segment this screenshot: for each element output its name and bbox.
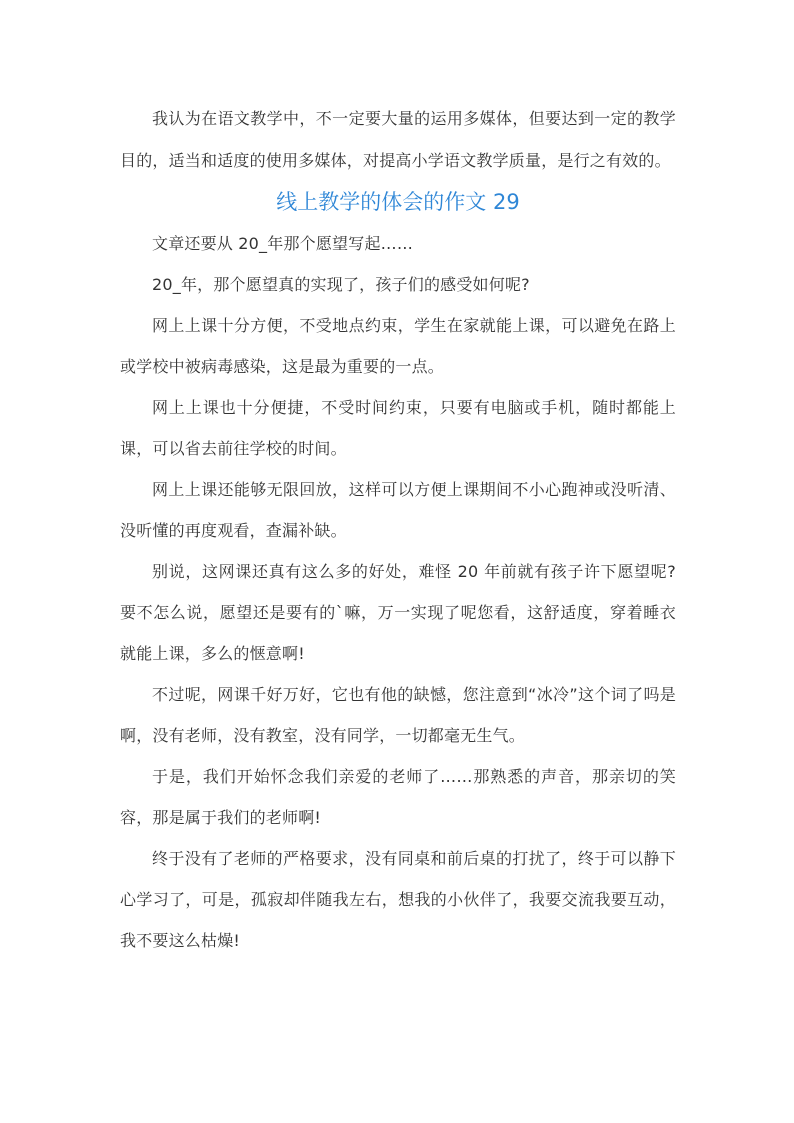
paragraph-9: 终于没有了老师的严格要求，没有同桌和前后桌的打扰了，终于可以静下心学习了，可是，孤寂却伴随我左右，想我的小伙伴了，我要交流我要互动，我不要这么枯燥! bbox=[120, 849, 676, 950]
paragraph-1: 文章还要从 20_年那个愿望写起…… bbox=[152, 234, 414, 253]
paragraph-6: 别说，这网课还真有这么多的好处，难怪 20 年前就有孩子许下愿望呢?要不怎么说，愿望还是要有的`嘛，万一实现了呢您看，这舒适度，穿着睡衣就能上课，多么的惬意啊! bbox=[120, 562, 676, 663]
intro-paragraph: 我认为在语文教学中，不一定要大量的运用多媒体，但要达到一定的教学目的，适当和适度的使用多媒体，对提高小学语文教学质量，是行之有效的。 bbox=[120, 109, 676, 170]
paragraph-4: 网上上课也十分便捷，不受时间约束，只要有电脑或手机，随时都能上课，可以省去前往学校的时间。 bbox=[120, 398, 676, 458]
paragraph-5: 网上上课还能够无限回放，这样可以方便上课期间不小心跑神或没听清、没听懂的再度观看，查漏补缺。 bbox=[120, 480, 676, 540]
paragraph-7: 不过呢，网课千好万好，它也有他的缺憾，您注意到“冰冷”这个词了吗是啊，没有老师，没有教室，没有同学，一切都毫无生气。 bbox=[120, 685, 676, 745]
paragraph-8: 于是，我们开始怀念我们亲爱的老师了……那熟悉的声音，那亲切的笑容，那是属于我们的老师啊! bbox=[120, 767, 676, 827]
essay-title: 线上教学的体会的作文 29 bbox=[276, 190, 520, 214]
paragraph-2: 20_年，那个愿望真的实现了，孩子们的感受如何呢? bbox=[152, 275, 530, 294]
paragraph-3: 网上上课十分方便，不受地点约束，学生在家就能上课，可以避免在路上或学校中被病毒感染，这是最为重要的一点。 bbox=[120, 316, 676, 376]
document-body bbox=[120, 98, 676, 961]
